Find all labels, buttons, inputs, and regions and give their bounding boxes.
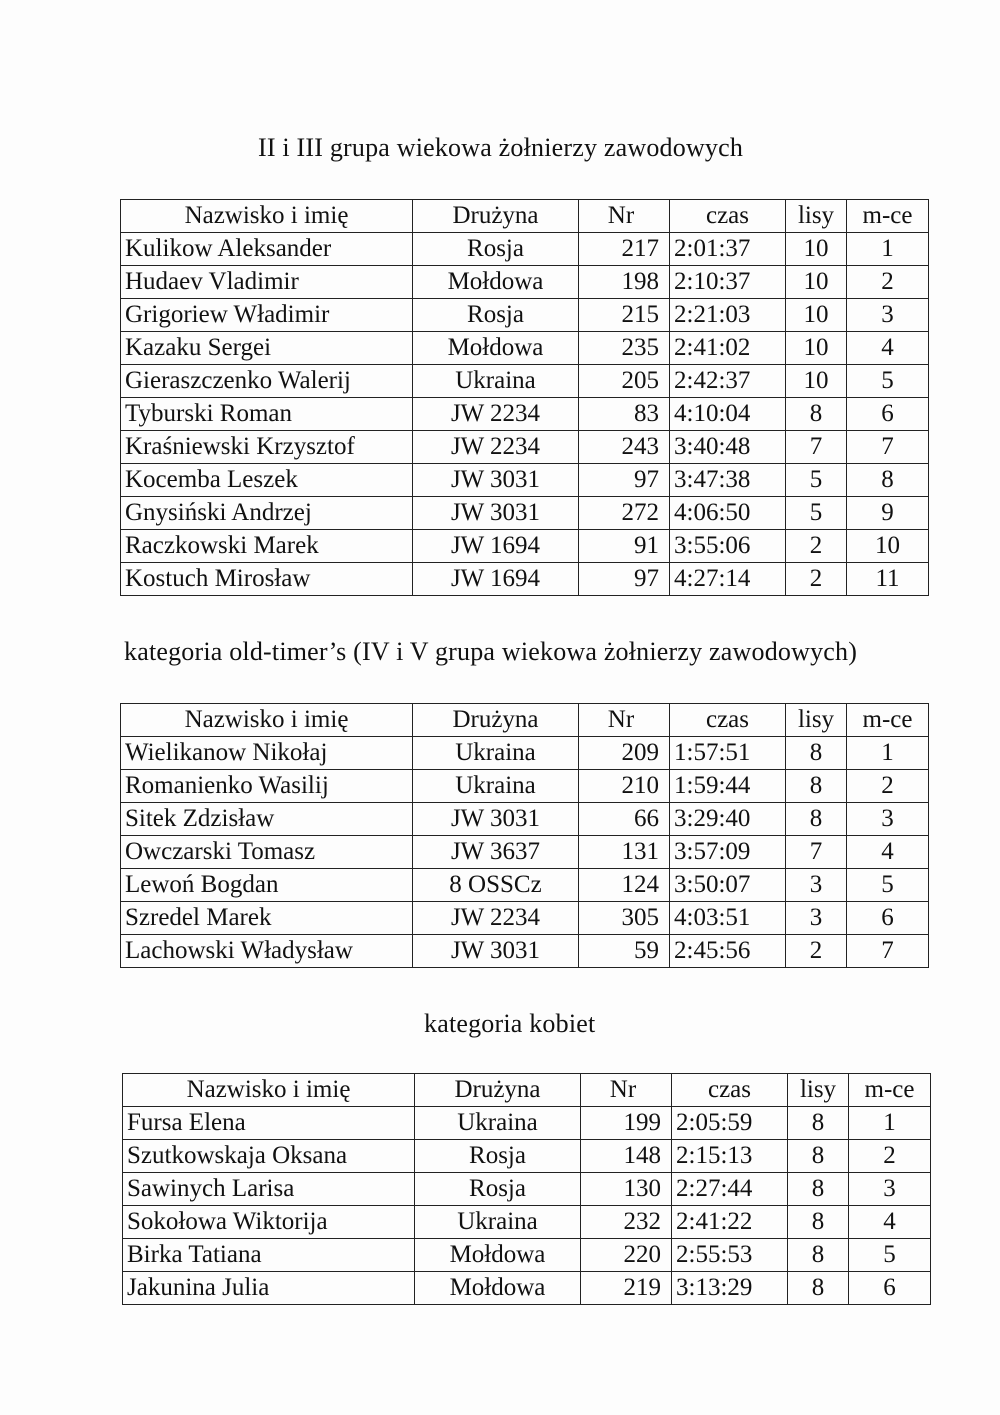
cell-number: 59 — [579, 935, 670, 968]
cell-time: 2:42:37 — [670, 365, 786, 398]
cell-foxes: 5 — [786, 464, 847, 497]
cell-number: 199 — [581, 1107, 672, 1140]
cell-team: JW 3031 — [413, 935, 579, 968]
table-row — [121, 869, 929, 902]
cell-number: 91 — [579, 530, 670, 563]
cell-foxes: 10 — [786, 266, 847, 299]
column-header-name: Nazwisko i imię — [123, 1074, 415, 1107]
cell-place: 3 — [847, 299, 929, 332]
cell-name: Owczarski Tomasz — [121, 836, 413, 869]
cell-time: 4:06:50 — [670, 497, 786, 530]
cell-number: 272 — [579, 497, 670, 530]
cell-team: JW 2234 — [413, 398, 579, 431]
cell-number: 131 — [579, 836, 670, 869]
cell-number: 217 — [579, 233, 670, 266]
column-header-team: Drużyna — [415, 1074, 581, 1107]
table-row — [121, 299, 929, 332]
cell-place: 7 — [847, 431, 929, 464]
cell-name: Lachowski Władysław — [121, 935, 413, 968]
cell-name: Tyburski Roman — [121, 398, 413, 431]
cell-foxes: 8 — [788, 1173, 849, 1206]
cell-time: 3:50:07 — [670, 869, 786, 902]
cell-name: Hudaev Vladimir — [121, 266, 413, 299]
column-header-time: czas — [670, 704, 786, 737]
cell-place: 2 — [847, 770, 929, 803]
cell-time: 4:10:04 — [670, 398, 786, 431]
column-header-team: Drużyna — [413, 200, 579, 233]
cell-time: 3:13:29 — [672, 1272, 788, 1305]
cell-name: Jakunina Julia — [123, 1272, 415, 1305]
cell-number: 232 — [581, 1206, 672, 1239]
table-header-row — [121, 704, 929, 737]
cell-name: Kraśniewski Krzysztof — [121, 431, 413, 464]
cell-number: 243 — [579, 431, 670, 464]
cell-number: 66 — [579, 803, 670, 836]
cell-team: Ukraina — [413, 737, 579, 770]
table-row — [121, 431, 929, 464]
cell-team: Ukraina — [415, 1206, 581, 1239]
cell-number: 205 — [579, 365, 670, 398]
table-row — [123, 1173, 931, 1206]
cell-number: 83 — [579, 398, 670, 431]
cell-place: 9 — [847, 497, 929, 530]
cell-name: Romanienko Wasilij — [121, 770, 413, 803]
cell-foxes: 8 — [786, 737, 847, 770]
cell-team: 8 OSSCz — [413, 869, 579, 902]
cell-foxes: 8 — [786, 398, 847, 431]
section-title-women: kategoria kobiet — [424, 1009, 596, 1038]
table-row — [121, 803, 929, 836]
cell-foxes: 2 — [786, 530, 847, 563]
cell-time: 4:27:14 — [670, 563, 786, 596]
cell-time: 2:10:37 — [670, 266, 786, 299]
cell-team: JW 3031 — [413, 464, 579, 497]
cell-foxes: 8 — [788, 1239, 849, 1272]
cell-place: 6 — [847, 902, 929, 935]
cell-team: Mołdowa — [415, 1272, 581, 1305]
cell-place: 1 — [849, 1107, 931, 1140]
cell-foxes: 8 — [788, 1140, 849, 1173]
cell-foxes: 7 — [786, 836, 847, 869]
cell-name: Gnysiński Andrzej — [121, 497, 413, 530]
cell-time: 2:41:22 — [672, 1206, 788, 1239]
cell-team: Rosja — [415, 1173, 581, 1206]
cell-place: 4 — [847, 836, 929, 869]
cell-number: 97 — [579, 464, 670, 497]
cell-foxes: 8 — [788, 1272, 849, 1305]
section-title-age-group-2-3: II i III grupa wiekowa żołnierzy zawodowych — [258, 133, 744, 162]
cell-team: Rosja — [413, 299, 579, 332]
table-row — [121, 365, 929, 398]
cell-place: 6 — [849, 1272, 931, 1305]
cell-team: JW 3031 — [413, 803, 579, 836]
table-row — [121, 266, 929, 299]
cell-time: 2:15:13 — [672, 1140, 788, 1173]
cell-team: Ukraina — [413, 770, 579, 803]
cell-time: 2:45:56 — [670, 935, 786, 968]
cell-number: 235 — [579, 332, 670, 365]
column-header-name: Nazwisko i imię — [121, 200, 413, 233]
column-header-time: czas — [670, 200, 786, 233]
table-row — [123, 1272, 931, 1305]
cell-foxes: 10 — [786, 332, 847, 365]
cell-time: 4:03:51 — [670, 902, 786, 935]
section-title-old-timers: kategoria old-timer’s (IV i V grupa wiekowa żołnierzy zawodowych) — [124, 637, 858, 666]
cell-name: Kulikow Aleksander — [121, 233, 413, 266]
table-row — [123, 1107, 931, 1140]
cell-team: JW 1694 — [413, 563, 579, 596]
cell-place: 1 — [847, 737, 929, 770]
cell-name: Kazaku Sergei — [121, 332, 413, 365]
cell-team: Mołdowa — [413, 332, 579, 365]
table-row — [121, 464, 929, 497]
cell-team: Mołdowa — [413, 266, 579, 299]
table-row — [121, 332, 929, 365]
cell-number: 198 — [579, 266, 670, 299]
table-row — [121, 233, 929, 266]
column-header-foxes: lisy — [786, 200, 847, 233]
cell-place: 8 — [847, 464, 929, 497]
cell-team: Mołdowa — [415, 1239, 581, 1272]
cell-number: 219 — [581, 1272, 672, 1305]
cell-team: JW 3637 — [413, 836, 579, 869]
cell-name: Grigoriew Władimir — [121, 299, 413, 332]
cell-team: JW 2234 — [413, 902, 579, 935]
column-header-place: m-ce — [849, 1074, 931, 1107]
column-header-number: Nr — [579, 704, 670, 737]
table-header-row — [123, 1074, 931, 1107]
column-header-number: Nr — [579, 200, 670, 233]
column-header-place: m-ce — [847, 704, 929, 737]
cell-number: 215 — [579, 299, 670, 332]
cell-place: 5 — [847, 365, 929, 398]
table-row — [123, 1206, 931, 1239]
cell-place: 2 — [847, 266, 929, 299]
cell-name: Sawinych Larisa — [123, 1173, 415, 1206]
table-header-row — [121, 200, 929, 233]
column-header-place: m-ce — [847, 200, 929, 233]
cell-name: Szredel Marek — [121, 902, 413, 935]
cell-time: 2:01:37 — [670, 233, 786, 266]
table-row — [121, 737, 929, 770]
cell-time: 1:57:51 — [670, 737, 786, 770]
cell-foxes: 8 — [788, 1206, 849, 1239]
results-table-age-group-2-3 — [120, 199, 929, 596]
cell-time: 2:55:53 — [672, 1239, 788, 1272]
cell-time: 3:47:38 — [670, 464, 786, 497]
cell-name: Sokołowa Wiktorija — [123, 1206, 415, 1239]
cell-place: 5 — [847, 869, 929, 902]
cell-foxes: 10 — [786, 233, 847, 266]
cell-name: Lewoń Bogdan — [121, 869, 413, 902]
cell-name: Wielikanow Nikołaj — [121, 737, 413, 770]
cell-number: 148 — [581, 1140, 672, 1173]
cell-name: Kostuch Mirosław — [121, 563, 413, 596]
cell-team: JW 1694 — [413, 530, 579, 563]
column-header-number: Nr — [581, 1074, 672, 1107]
cell-team: Rosja — [415, 1140, 581, 1173]
cell-foxes: 10 — [786, 299, 847, 332]
cell-foxes: 3 — [786, 902, 847, 935]
cell-place: 3 — [847, 803, 929, 836]
cell-place: 6 — [847, 398, 929, 431]
cell-foxes: 2 — [786, 935, 847, 968]
cell-number: 130 — [581, 1173, 672, 1206]
cell-time: 2:27:44 — [672, 1173, 788, 1206]
cell-number: 210 — [579, 770, 670, 803]
cell-time: 2:05:59 — [672, 1107, 788, 1140]
table-row — [121, 836, 929, 869]
table-row — [123, 1239, 931, 1272]
results-table-women — [122, 1073, 931, 1305]
table-row — [121, 935, 929, 968]
cell-team: JW 2234 — [413, 431, 579, 464]
table-row — [121, 497, 929, 530]
table-row — [121, 770, 929, 803]
cell-name: Kocemba Leszek — [121, 464, 413, 497]
cell-team: Ukraina — [415, 1107, 581, 1140]
cell-time: 1:59:44 — [670, 770, 786, 803]
cell-place: 7 — [847, 935, 929, 968]
cell-place: 1 — [847, 233, 929, 266]
cell-number: 220 — [581, 1239, 672, 1272]
cell-place: 4 — [847, 332, 929, 365]
cell-name: Fursa Elena — [123, 1107, 415, 1140]
cell-time: 3:40:48 — [670, 431, 786, 464]
cell-name: Szutkowskaja Oksana — [123, 1140, 415, 1173]
column-header-time: czas — [672, 1074, 788, 1107]
column-header-foxes: lisy — [788, 1074, 849, 1107]
cell-foxes: 7 — [786, 431, 847, 464]
results-table-old-timers — [120, 703, 929, 968]
cell-foxes: 8 — [786, 803, 847, 836]
cell-place: 5 — [849, 1239, 931, 1272]
cell-foxes: 5 — [786, 497, 847, 530]
table-row — [123, 1140, 931, 1173]
cell-team: Rosja — [413, 233, 579, 266]
cell-name: Gieraszczenko Walerij — [121, 365, 413, 398]
cell-place: 11 — [847, 563, 929, 596]
column-header-name: Nazwisko i imię — [121, 704, 413, 737]
column-header-team: Drużyna — [413, 704, 579, 737]
cell-number: 209 — [579, 737, 670, 770]
table-row — [121, 530, 929, 563]
cell-place: 4 — [849, 1206, 931, 1239]
cell-foxes: 2 — [786, 563, 847, 596]
table-row — [121, 902, 929, 935]
cell-name: Birka Tatiana — [123, 1239, 415, 1272]
cell-number: 305 — [579, 902, 670, 935]
table-row — [121, 563, 929, 596]
cell-name: Sitek Zdzisław — [121, 803, 413, 836]
cell-time: 3:29:40 — [670, 803, 786, 836]
cell-time: 2:21:03 — [670, 299, 786, 332]
cell-number: 124 — [579, 869, 670, 902]
cell-team: Ukraina — [413, 365, 579, 398]
cell-foxes: 3 — [786, 869, 847, 902]
cell-team: JW 3031 — [413, 497, 579, 530]
cell-place: 3 — [849, 1173, 931, 1206]
cell-number: 97 — [579, 563, 670, 596]
cell-foxes: 8 — [786, 770, 847, 803]
cell-time: 3:55:06 — [670, 530, 786, 563]
cell-foxes: 8 — [788, 1107, 849, 1140]
cell-time: 2:41:02 — [670, 332, 786, 365]
cell-place: 2 — [849, 1140, 931, 1173]
cell-time: 3:57:09 — [670, 836, 786, 869]
cell-place: 10 — [847, 530, 929, 563]
cell-name: Raczkowski Marek — [121, 530, 413, 563]
column-header-foxes: lisy — [786, 704, 847, 737]
table-row — [121, 398, 929, 431]
cell-foxes: 10 — [786, 365, 847, 398]
